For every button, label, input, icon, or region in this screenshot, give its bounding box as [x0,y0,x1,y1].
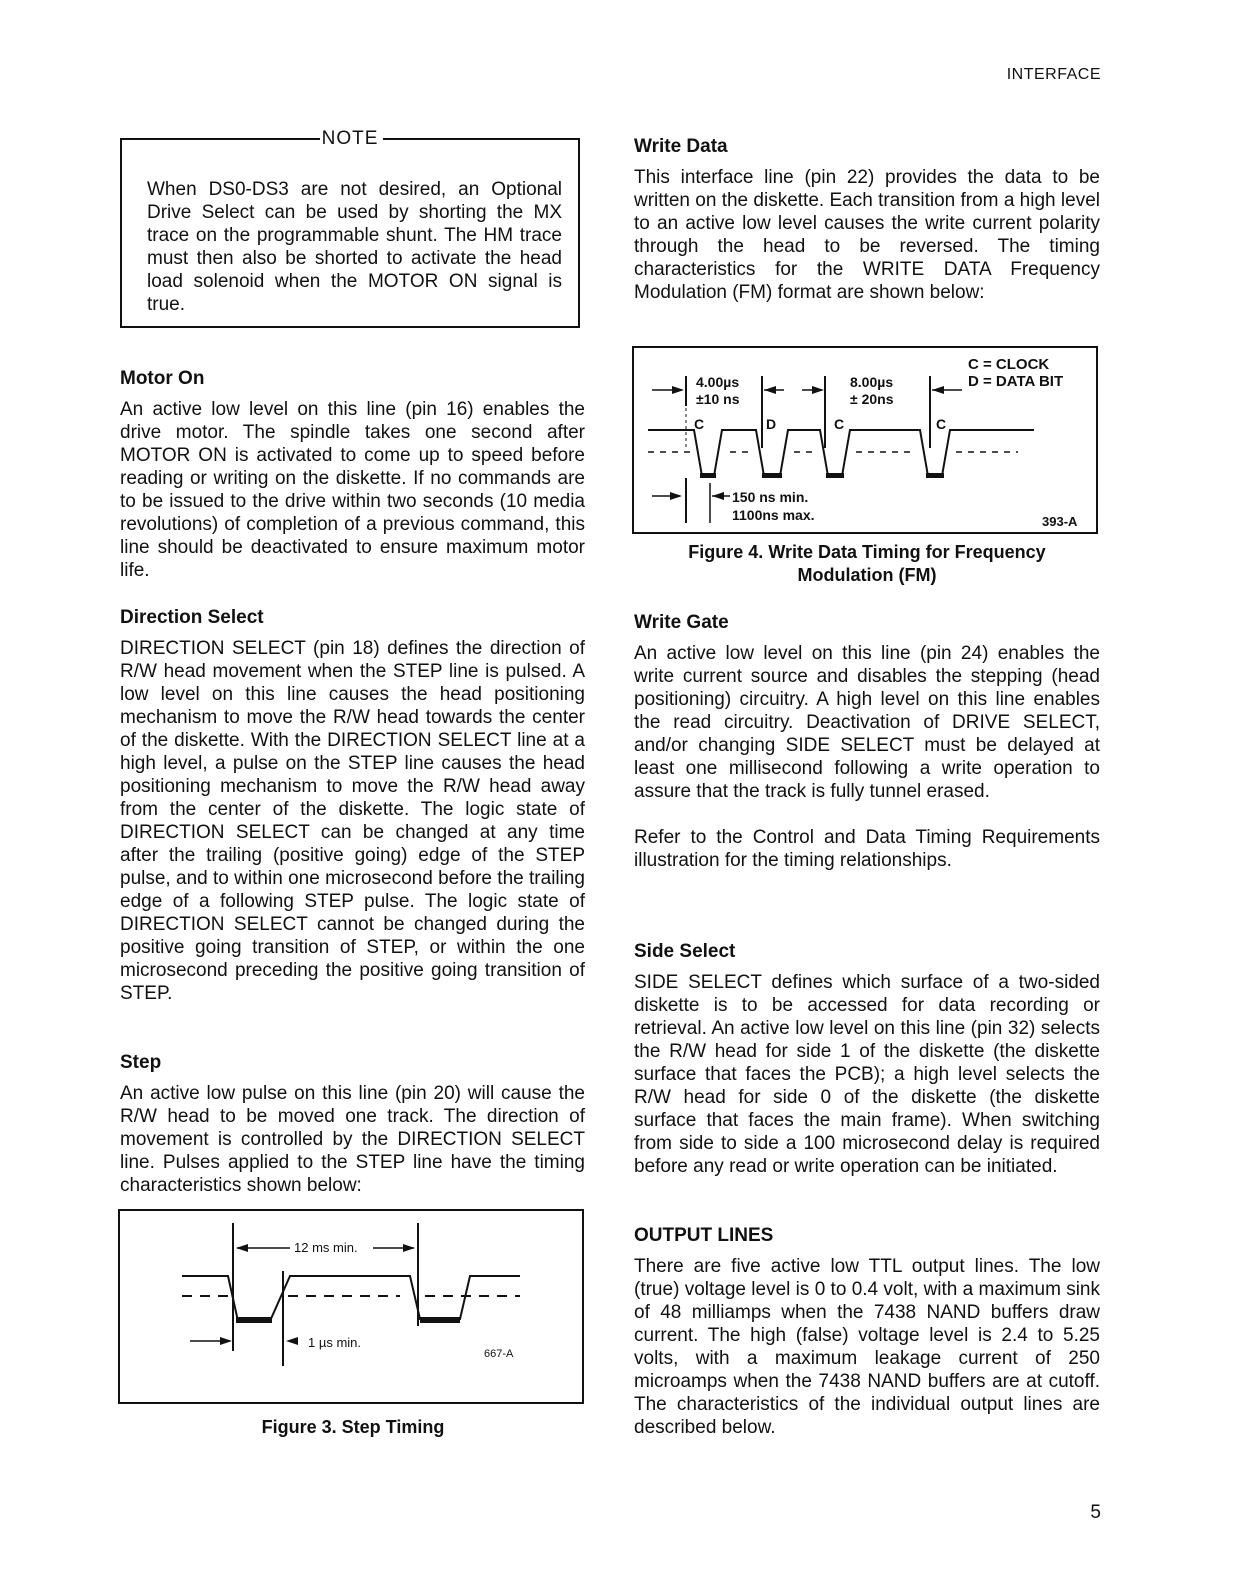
direction-select-heading: Direction Select [120,607,264,628]
section-write-gate [634,612,1100,872]
write-gate-text-refer: Refer to the Control and Data Timing Requirements illustration for the timing relationships. [634,827,1100,871]
timing-8us-value: 8.00µs [850,374,894,390]
direction-select-text: DIRECTION SELECT (pin 18) defines the direction of R/W head movement when the STEP line is pulsed. A low level on this line causes the head positioning mechanism to move the R/W head towards the center of the diskette. With the DIRECTION SELECT line at a high level, a pulse on the STEP line causes the head positioning mechanism to move the R/W head away from the center of the diskette. The logic state of DIRECTION SELECT can be changed at any time after the trailing (positive going) edge of the STEP pulse, and to within one microsecond before the trailing edge of a following STEP pulse. The logic state of DIRECTION SELECT cannot be changed during the positive going transition of STEP, or within the one microsecond preceding the positive going transition of STEP. [120,638,585,1004]
figure-4-code: 393-A [1042,514,1078,529]
label-12ms-min: 12 ms min. [294,1240,358,1255]
step-heading: Step [120,1052,162,1073]
timing-8us-tolerance: ± 20ns [850,391,894,407]
output-lines-heading: OUTPUT LINES [634,1225,774,1246]
figure-3-code: 667-A [484,1348,514,1360]
pulse-label: C [834,416,845,432]
motor-on-heading: Motor On [120,368,205,389]
timing-4us-value: 4.00µs [696,374,740,390]
figure-4-write-data-timing [632,346,1098,534]
section-motor-on [120,368,585,582]
figure-4-caption-line1: Figure 4. Write Data Timing for Frequency [688,542,1046,562]
note-title: NOTE [321,128,379,149]
note-box [120,128,580,328]
write-data-text: This interface line (pin 22) provides the data to be written on the diskette. Each transition from a high level to an active low level causes the write current polarity through the head to be reversed. The timing characteristics for the WRITE DATA Frequency Modulation (FM) format are shown below: [634,167,1100,303]
section-step [120,1052,585,1197]
side-select-heading: Side Select [634,941,736,962]
pulse-width-min: 150 ns min. [732,489,809,505]
side-select-text: SIDE SELECT defines which surface of a two-sided diskette is to be accessed for data recording or retrieval. An active low level on this line (pin 32) selects the R/W head for side 1 of the diskette (the diskette surface that faces the PCB); a high level selects the R/W head for side 0 of the diskette (the diskette surface that faces the main frame). When switching from side to side a 100 microsecond delay is required before any read or write operation can be initiated. [634,972,1100,1177]
page-header: INTERFACE [1006,66,1101,83]
pulse-label: D [766,416,777,432]
pulse-label: C [936,416,947,432]
figure-4-caption [634,541,1100,587]
section-direction-select [120,607,585,1005]
figure-4-caption-line2: Modulation (FM) [797,565,937,585]
motor-on-text: An active low level on this line (pin 16) enables the drive motor. The spindle takes one second after MOTOR ON is activated to come up to speed before reading or writing on the diskette. If no commands are to be issued to the drive within two seconds (10 media revolutions) of completion of a previous command, this line should be deactivated to ensure maximum motor life. [120,399,585,581]
page-number: 5 [1090,1502,1101,1523]
label-1us-min: 1 µs min. [308,1335,362,1350]
timing-8us [850,374,893,408]
figure-4-legend [968,356,1063,390]
legend-clock: C = CLOCK [968,356,1050,373]
figure-3-caption: Figure 3. Step Timing [261,1417,445,1437]
write-data-heading: Write Data [634,136,728,157]
pulse-width-max: 1100ns max. [732,507,815,523]
pulse-label: C [694,416,705,432]
step-text: An active low pulse on this line (pin 20) will cause the R/W head to be moved one track. The direction of movement is controlled by the DIRECTION SELECT line. Pulses applied to the STEP line have the timing characteristics shown below: [120,1083,585,1196]
section-write-data [634,136,1100,304]
legend-data-bit: D = DATA BIT [968,373,1064,390]
pulse-width [732,488,815,524]
note-text: When DS0-DS3 are not desired, an Optional Drive Select can be used by shorting the MX trace on the programmable shunt. The HM trace must then also be shorted to activate the head load solenoid when the MOTOR ON signal is true. [147,179,562,315]
timing-4us [696,374,739,408]
figure-3-step-timing [118,1209,584,1404]
section-output-lines [634,1225,1100,1439]
write-gate-text: An active low level on this line (pin 24) enables the write current source and disables the stepping (head positioning) circuitry. A high level on this line enables the read circuitry. Deactivation of DRIVE SELECT, and/or changing SIDE SELECT must be delayed at least one millisecond following a write operation to assure that the track is fully tunnel erased. [634,643,1100,802]
section-side-select [634,941,1100,1178]
output-lines-text: There are five active low TTL output lines. The low (true) voltage level is 0 to 0.4 volt, with a maximum sink of 48 milliamps when the 7438 NAND buffers draw current. The high (false) voltage level is 2.4 to 5.25 volts, with a maximum leakage current of 250 microamps when the 7438 NAND buffers are at cutoff. The characteristics of the individual output lines are described below. [634,1256,1100,1438]
timing-4us-tolerance: ±10 ns [696,391,740,407]
write-gate-heading: Write Gate [634,612,729,633]
